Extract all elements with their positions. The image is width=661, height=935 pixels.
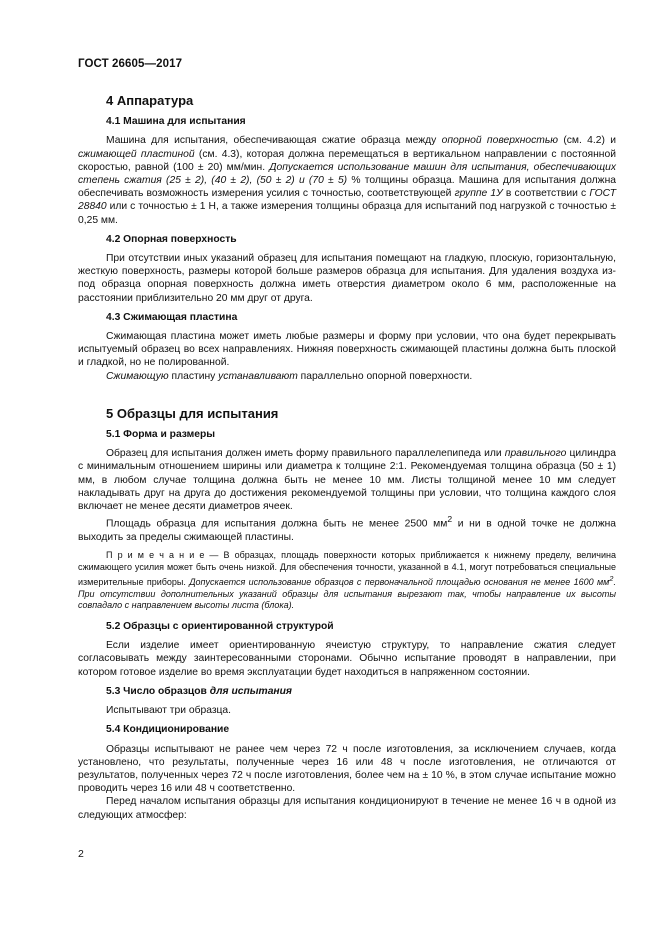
section-4-1-title: 4.1 Машина для испытания	[106, 116, 246, 128]
text-run: (см. 4.2) и	[558, 135, 616, 147]
section-5-2-paragraph: Если изделие имеет ориентированную ячеистую структуру, то направление сжатия следует согласовывать между заинтересованными сторонами. Обычно испытание проводят в направлении, при котором готовое изделие во время эксплуатации будет находиться в напряженном состоянии.	[78, 640, 616, 678]
section-5-1-paragraph	[78, 447, 616, 513]
text-run-italic: группе 1У	[454, 188, 503, 200]
text-run: или с точностью ± 1 Н, а также измерения толщины образца для испытаний под нагрузкой с точностью ± 0,25 мм.	[78, 201, 616, 226]
section-5-4-paragraph-2: Перед началом испытания образцы для испытания кондиционируют в течение не менее 16 ч в одной из следующих атмосфер:	[78, 796, 616, 821]
doc-code-header: ГОСТ 26605—2017	[78, 58, 183, 70]
section-5-2-title: 5.2 Образцы с ориентированной структурой	[106, 621, 334, 633]
text-run-italic: правильного	[504, 448, 567, 460]
text-run: пластину	[168, 370, 219, 382]
text-run: параллельно опорной поверхности.	[297, 370, 473, 382]
text-run-italic: для испытания	[209, 685, 292, 697]
text-run: % толщины образца. Машина для испытания должна обеспечивать возможность измерения усилия с точностью, соответствующей	[78, 175, 616, 200]
text-run: 5.3 Число образцов	[106, 685, 210, 697]
section-5-4-title: 5.4 Кондиционирование	[106, 724, 230, 736]
text-run-italic: сжимающей пластиной	[78, 148, 195, 160]
text-run: Машина для испытания, обеспечивающая сжатие образца между	[106, 135, 442, 147]
section-4-3-paragraph: Сжимающая пластина может иметь любые размеры и форму при условии, что она будет перекрывать испытуемый образец во всех направлениях. Нижняя поверхность сжимающей пластины должна быть плоской и гладкой, но не полированной.	[78, 331, 616, 369]
section-4-2-title: 4.2 Опорная поверхность	[106, 233, 237, 245]
text-run: — В образцах, площадь поверхности которых приближается к нижнему пределу, величина сжимающего усилия может быть очень низкой. Для обеспечения точности, указанной в 4.1, могут потребоваться специальные измерительные приборы.	[78, 550, 616, 588]
section-spacer	[78, 389, 616, 401]
section-5-title: 5 Образцы для испытания	[106, 405, 279, 421]
section-5-1-title: 5.1 Форма и размеры	[106, 429, 216, 441]
section-5-4-paragraph: Образцы испытывают не ранее чем через 72 ч после изготовления, за исключением случаев, когда установлено, что результаты, полученные через 16 или 48 ч после изготовления, не отличаются от результатов, полученных через 72 ч после изготовления, более чем на ± 10 %, в этом случае испытание можно проводить через 16 или 48 ч соответственно.	[78, 743, 616, 795]
section-5-3-title	[78, 685, 616, 698]
section-4-1-paragraph	[78, 134, 616, 226]
section-5-1-note	[78, 550, 616, 612]
superscript: 2	[447, 514, 453, 525]
text-run: и ни в одной точке не должна выходить за пределы сжимающей пластины.	[78, 518, 616, 543]
text-run-italic: устанавливают	[218, 370, 298, 382]
text-run-italic: . При отсутствии дополнительных указаний образцы для испытания вырезают так, чтобы направление их высоты совпадало с направлением высоты листа (блока).	[78, 577, 616, 611]
text-run-italic: Допускается использование машин для испытания, обеспечивающих степень сжатия (25 ± 2), (40 ± 2), (50 ± 2) и (70 ± 5)	[78, 161, 616, 187]
text-run-italic: ГОСТ 28840	[78, 188, 617, 213]
section-5-1-paragraph-2	[78, 513, 616, 544]
text-run: в соответствии с	[502, 188, 590, 200]
section-4-2-paragraph: При отсутствии иных указаний образец для испытания помещают на гладкую, плоскую, горизонтальную, жесткую поверхность, размеры которой больше размеров образца для испытания. Для удаления воздуха из-под образца опорная поверхность должна иметь отверстия диаметром около 6 мм, расположенные на расстоянии приблизительно 20 мм друг от друга.	[78, 253, 616, 304]
section-5-3-paragraph: Испытывают три образца.	[106, 705, 232, 717]
page-number: 2	[78, 848, 84, 860]
text-run: Площадь образца для испытания должна быть не менее 2500 мм	[106, 518, 448, 530]
text-run: Образец для испытания должен иметь форму правильного параллелепипеда или	[106, 448, 505, 460]
section-4-title: 4 Аппаратура	[106, 93, 194, 108]
text-run: (см. 4.3), которая должна перемещаться в вертикальном направлении с постоянной скоростью, равной (100 ± 20) мм/мин.	[78, 148, 616, 173]
text-run-italic: Сжимающую	[106, 370, 169, 382]
superscript: 2	[609, 574, 614, 584]
section-4-3-title: 4.3 Сжимающая пластина	[106, 311, 238, 323]
note-label: П р и м е ч а н и е	[106, 550, 205, 561]
section-4-3-paragraph-2	[78, 370, 616, 383]
text-run-italic: опорной поверхностью	[441, 135, 559, 147]
text-run: цилиндра с минимальным отношением ширины или диаметра к толщине 2:1. Рекомендуемая толщина образца (50 ± 1) мм, в любом случае толщина должна быть не менее 10 мм. Листы толщиной менее 10 мм следует накладывать друг на друга до достижения рекомендуемой толщины при условии, что толщина каждого слоя включает не менее десяти диаметров ячеек.	[78, 448, 617, 513]
document-body	[78, 88, 616, 828]
text-run-italic: Допускается использование образцов с первоначальной площадью основания не менее 1600 мм	[189, 577, 610, 588]
